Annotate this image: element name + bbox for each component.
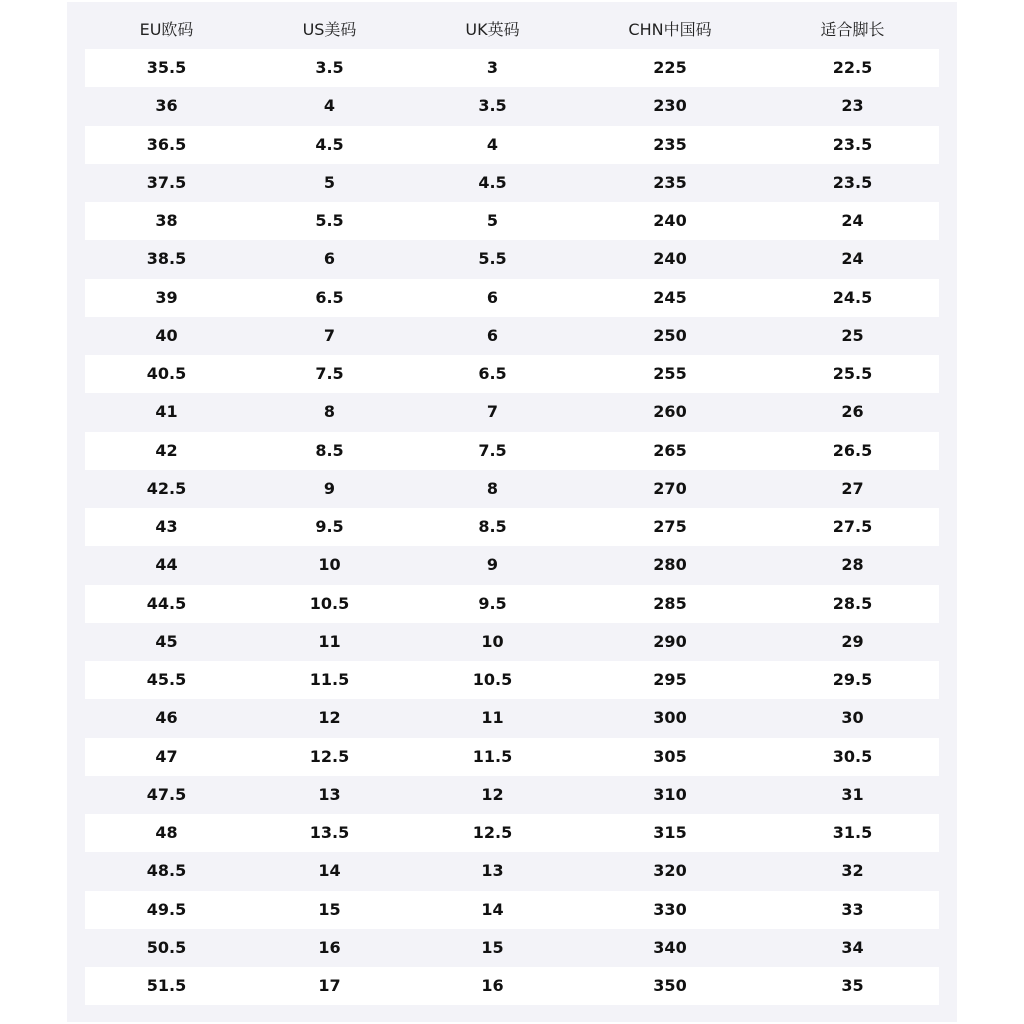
cell-us-size: 9	[323, 478, 336, 498]
cell-chn-size: 280	[653, 555, 687, 575]
cell-chn-size: 310	[653, 784, 687, 804]
cell-uk-size: 6	[486, 287, 499, 307]
cell-uk-size: 6.5	[478, 364, 507, 384]
table-row	[85, 393, 939, 431]
table-row	[85, 164, 939, 202]
cell-us-size: 14	[318, 861, 341, 881]
cell-foot-length: 23.5	[832, 134, 873, 154]
cell-uk-size: 4.5	[478, 172, 507, 192]
cell-uk-size: 7.5	[478, 440, 507, 460]
cell-chn-size: 320	[653, 861, 687, 881]
cell-uk-size: 14	[481, 899, 504, 919]
cell-uk-size: 11.5	[472, 746, 513, 766]
cell-us-size: 10	[318, 555, 341, 575]
cell-eu-size: 46	[155, 708, 178, 728]
table-row	[85, 661, 939, 699]
cell-eu-size: 47	[155, 746, 178, 766]
cell-chn-size: 250	[653, 325, 687, 345]
cell-foot-length: 23	[841, 96, 864, 116]
cell-chn-size: 350	[653, 976, 687, 996]
cell-us-size: 15	[318, 899, 341, 919]
cell-eu-size: 48.5	[146, 861, 187, 881]
table-row	[85, 432, 939, 470]
cell-us-size: 6.5	[315, 287, 344, 307]
cell-foot-length: 24.5	[832, 287, 873, 307]
cell-chn-size: 235	[653, 134, 687, 154]
cell-us-size: 4	[323, 96, 336, 116]
table-row	[85, 585, 939, 623]
cell-foot-length: 26	[841, 402, 864, 422]
cell-chn-size: 300	[653, 708, 687, 728]
cell-eu-size: 43	[155, 517, 178, 537]
table-row	[85, 738, 939, 776]
cell-uk-size: 12	[481, 784, 504, 804]
cell-uk-size: 3	[486, 58, 499, 78]
cell-foot-length: 32	[841, 861, 864, 881]
cell-foot-length: 30.5	[832, 746, 873, 766]
table-row	[85, 202, 939, 240]
cell-eu-size: 41	[155, 402, 178, 422]
cell-eu-size: 35.5	[146, 58, 187, 78]
cell-foot-length: 25	[841, 325, 864, 345]
cell-chn-size: 235	[653, 172, 687, 192]
header-eu-size: EU欧码	[139, 20, 194, 39]
table-row	[85, 891, 939, 929]
cell-uk-size: 12.5	[472, 823, 513, 843]
header-foot-length: 适合脚长	[820, 20, 885, 39]
table-row	[85, 240, 939, 278]
table-row	[85, 470, 939, 508]
cell-eu-size: 50.5	[146, 937, 187, 957]
table-row	[85, 967, 939, 1005]
cell-uk-size: 15	[481, 937, 504, 957]
cell-foot-length: 27	[841, 478, 864, 498]
cell-chn-size: 270	[653, 478, 687, 498]
cell-us-size: 3.5	[315, 58, 344, 78]
cell-eu-size: 51.5	[146, 976, 187, 996]
cell-us-size: 12.5	[309, 746, 350, 766]
table-row	[85, 623, 939, 661]
cell-chn-size: 245	[653, 287, 687, 307]
cell-foot-length: 24	[841, 211, 864, 231]
cell-foot-length: 33	[841, 899, 864, 919]
cell-foot-length: 22.5	[832, 58, 873, 78]
cell-uk-size: 9	[486, 555, 499, 575]
cell-foot-length: 26.5	[832, 440, 873, 460]
cell-foot-length: 28	[841, 555, 864, 575]
cell-foot-length: 34	[841, 937, 864, 957]
cell-eu-size: 47.5	[146, 784, 187, 804]
cell-chn-size: 275	[653, 517, 687, 537]
cell-us-size: 8	[323, 402, 336, 422]
table-row	[85, 776, 939, 814]
cell-eu-size: 45.5	[146, 670, 187, 690]
header-uk-size: UK英码	[465, 20, 520, 39]
cell-us-size: 8.5	[315, 440, 344, 460]
cell-chn-size: 240	[653, 249, 687, 269]
header-chn-size: CHN中国码	[628, 20, 712, 39]
cell-us-size: 11.5	[309, 670, 350, 690]
cell-eu-size: 39	[155, 287, 178, 307]
cell-eu-size: 48	[155, 823, 178, 843]
table-row	[85, 508, 939, 546]
cell-us-size: 4.5	[315, 134, 344, 154]
cell-eu-size: 36.5	[146, 134, 187, 154]
cell-us-size: 6	[323, 249, 336, 269]
cell-chn-size: 295	[653, 670, 687, 690]
cell-eu-size: 37.5	[146, 172, 187, 192]
cell-uk-size: 9.5	[478, 593, 507, 613]
cell-uk-size: 10	[481, 631, 504, 651]
cell-foot-length: 30	[841, 708, 864, 728]
cell-us-size: 7.5	[315, 364, 344, 384]
cell-chn-size: 230	[653, 96, 687, 116]
table-row	[85, 852, 939, 890]
header-us-size: US美码	[302, 20, 357, 39]
cell-us-size: 5	[323, 172, 336, 192]
cell-uk-size: 7	[486, 402, 499, 422]
cell-chn-size: 255	[653, 364, 687, 384]
cell-foot-length: 35	[841, 976, 864, 996]
table-row	[85, 317, 939, 355]
cell-chn-size: 225	[653, 58, 687, 78]
cell-eu-size: 38.5	[146, 249, 187, 269]
cell-uk-size: 8	[486, 478, 499, 498]
cell-us-size: 16	[318, 937, 341, 957]
cell-uk-size: 11	[481, 708, 504, 728]
cell-us-size: 11	[318, 631, 341, 651]
cell-us-size: 10.5	[309, 593, 350, 613]
table-row	[85, 814, 939, 852]
size-chart-table	[85, 11, 939, 1005]
cell-chn-size: 265	[653, 440, 687, 460]
cell-eu-size: 49.5	[146, 899, 187, 919]
cell-eu-size: 36	[155, 96, 178, 116]
cell-uk-size: 5.5	[478, 249, 507, 269]
cell-uk-size: 6	[486, 325, 499, 345]
cell-us-size: 13	[318, 784, 341, 804]
cell-foot-length: 29.5	[832, 670, 873, 690]
cell-chn-size: 290	[653, 631, 687, 651]
cell-chn-size: 330	[653, 899, 687, 919]
cell-uk-size: 4	[486, 134, 499, 154]
cell-eu-size: 42.5	[146, 478, 187, 498]
cell-us-size: 7	[323, 325, 336, 345]
cell-uk-size: 10.5	[472, 670, 513, 690]
cell-eu-size: 44	[155, 555, 178, 575]
cell-uk-size: 8.5	[478, 517, 507, 537]
cell-foot-length: 31	[841, 784, 864, 804]
table-row	[85, 49, 939, 87]
cell-us-size: 17	[318, 976, 341, 996]
cell-chn-size: 340	[653, 937, 687, 957]
table-row	[85, 279, 939, 317]
cell-us-size: 9.5	[315, 517, 344, 537]
table-row	[85, 355, 939, 393]
cell-foot-length: 25.5	[832, 364, 873, 384]
table-body	[85, 49, 939, 1005]
cell-eu-size: 40	[155, 325, 178, 345]
cell-eu-size: 42	[155, 440, 178, 460]
cell-foot-length: 29	[841, 631, 864, 651]
cell-chn-size: 285	[653, 593, 687, 613]
cell-chn-size: 305	[653, 746, 687, 766]
cell-foot-length: 23.5	[832, 172, 873, 192]
cell-eu-size: 40.5	[146, 364, 187, 384]
cell-eu-size: 45	[155, 631, 178, 651]
table-row	[85, 929, 939, 967]
table-row	[85, 126, 939, 164]
table-row	[85, 87, 939, 125]
cell-eu-size: 38	[155, 211, 178, 231]
cell-chn-size: 260	[653, 402, 687, 422]
table-row	[85, 699, 939, 737]
table-row	[85, 546, 939, 584]
cell-us-size: 12	[318, 708, 341, 728]
cell-foot-length: 27.5	[832, 517, 873, 537]
cell-chn-size: 240	[653, 211, 687, 231]
cell-uk-size: 13	[481, 861, 504, 881]
cell-us-size: 13.5	[309, 823, 350, 843]
cell-uk-size: 5	[486, 211, 499, 231]
cell-foot-length: 28.5	[832, 593, 873, 613]
cell-eu-size: 44.5	[146, 593, 187, 613]
cell-us-size: 5.5	[315, 211, 344, 231]
cell-foot-length: 31.5	[832, 823, 873, 843]
cell-uk-size: 16	[481, 976, 504, 996]
table-header-row	[85, 11, 939, 49]
cell-foot-length: 24	[841, 249, 864, 269]
cell-uk-size: 3.5	[478, 96, 507, 116]
cell-chn-size: 315	[653, 823, 687, 843]
